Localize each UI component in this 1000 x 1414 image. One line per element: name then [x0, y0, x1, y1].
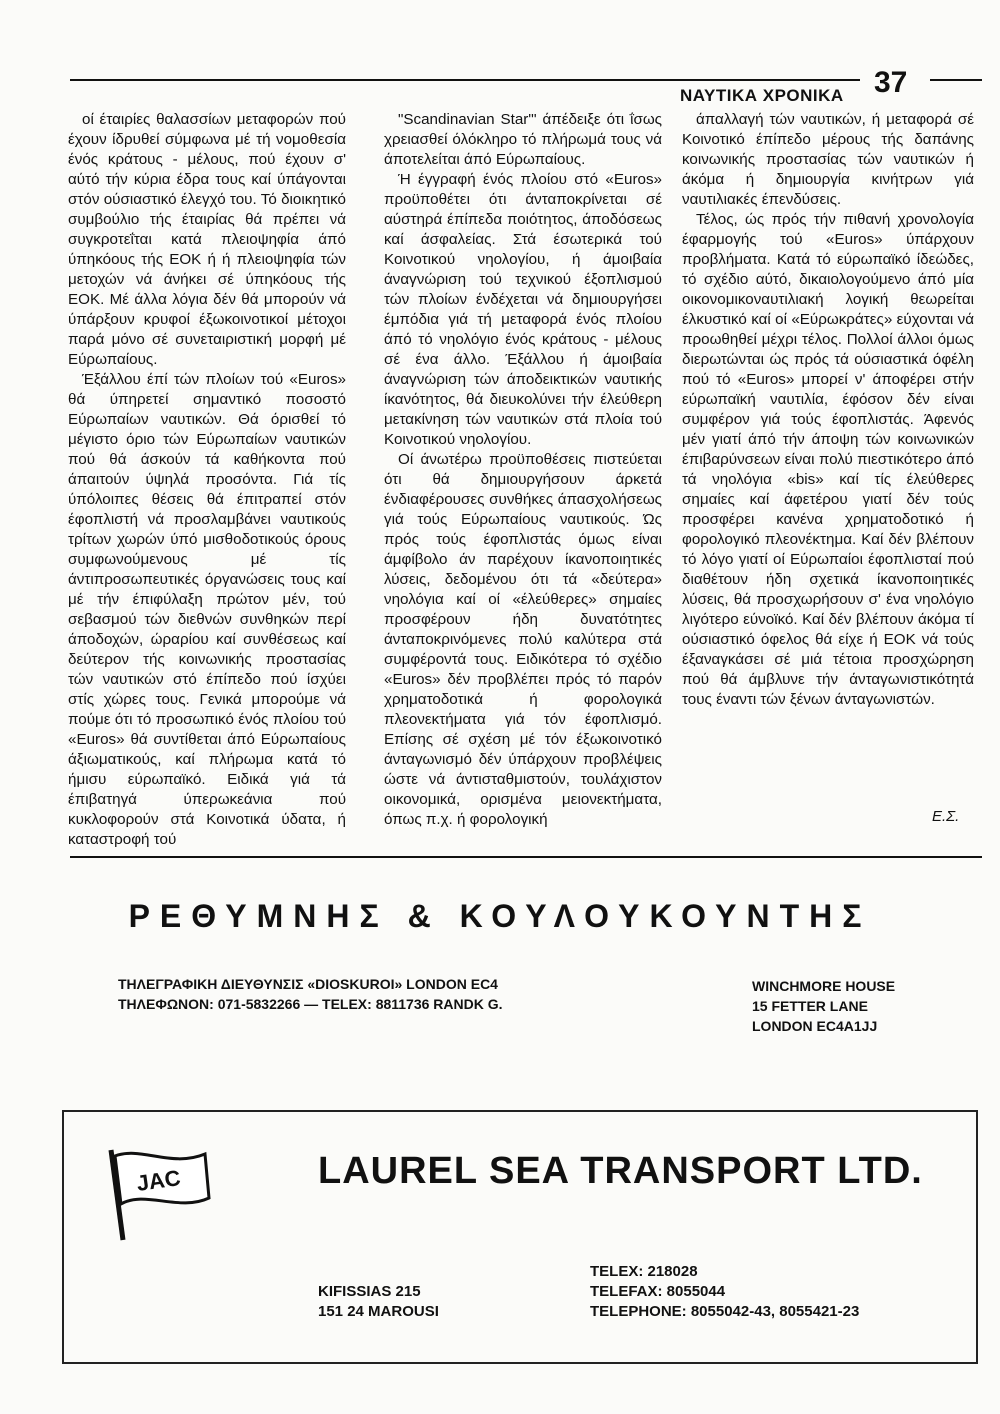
author-signature: Ε.Σ. — [932, 808, 960, 825]
paragraph: Τέλος, ώς πρός τήν πιθανή χρονολογία έφαρμογής τού «Euros» ύπάρχουν προβλήματα. Κατά τό εύρωπαϊκό ίδεώδες, τό σχέδιο αύτό, δικαιολογούμενο άπό μία οικονομικοναυτιλιακή λογική θεωρείται έλκυστικό καί οί «Εύρωκράτες» εύχονται νά προωθηθεί μέχρι τέλος. Πολλοί άλλοι όμως διερωτώνται ώς πρός τά ούσιαστικά όφέλη πού τό «Euros» μπορεί ν' άποφέρει στήν εύρωπαϊκή ναυτιλία, έφόσον δέν είναι συμφέρον γιά τούς έφοπλιστάς. Άφενός μέν γιατί άπό τήν άποψη τών κοινωνικών έπιβαρύνσεων είναι πολύ πιεστικότερο άπό τά νηολόγια «bis» καί τίς έλεύθερες σημαίες καί άφετέρου γιατί δέν τούς προσφέρει κανένα χρηματοδοτικό ή φορολογικό πλεονέκτημα. Καί δέν βλέπουν τό λόγο γιατί οί Εύρωπαίοι έφοπλισταί πού διαθέτουν ήδη σχετικά ίκανοποιητικές λύσεις, θά προσχωρήσουν σ' ένα νηολόγιο λιγότερο εύνοϊκό. Καί δέν βλέπουν άκόμα τί ούσιαστικό όφελος θά είχε ή ΕΟΚ νά τούς έξαναγκάσει σέ μιά τέτοια προσχώρηση πού θά άμβλυνε τήν άνταγωνιστικότητά τους έναντι τών ξένων άνταγωνιστών. — [682, 211, 974, 708]
paragraph: Οί άνωτέρω προϋποθέσεις πιστεύεται ότι θά δημιουργήσουν άρκετά ένδιαφέρουσες συνθήκες άπασχολήσεως γιά τούς Εύρωπαίους ναυτικούς. Ώς πρός τούς έφοπλιστάς όμως είναι άμφίβολο άν παρέχουν ίκανοποιητικές λύσεις, δεδομένου ότι τά «δεύτερα» νηολόγια καί οί «έλεύθερες» σημαίες προσφέρουν ήδη δυνατότητες άνταποκρινόμενες πολύ καλύτερα στά συμφέροντά τους. Ειδικότερα τό σχέδιο «Euros» δέν προβλέπει πρός τό παρόν χρηματοδοτικά ή φορολογικά πλεονεκτήματα γιά τόν έφοπλισμό. Επίσης σέ σχέση μέ τόν έξωκοινοτικό άνταγωνισμό δέν ύπάρχουν προβλέψεις ώστε νά άντισταθμιστούν, τουλάχιστον οικονομικά, ορισμένα μειονεκτήματα, όπως π.χ. ή φορολογική — [384, 451, 662, 828]
paragraph: Έξάλλου έπί τών πλοίων τού «Euros» θά ύπηρετεί σημαντικό ποσοστό Εύρωπαίων ναυτικών. Θά όρισθεί τό μέγιστο όριο τών Εύρωπαίων ναυτικών πού θά άσκούν τά καθήκοντα πού άπαιτούν ύψηλά προσόντα. Γιά τίς ύπόλοιπες θέσεις θά έπιτραπεί στόν έφοπλιστή νά προσλαμβάνει ναυτικούς τρίτων χωρών ύπό μισθοδοτικούς όρους συμφωνούμενους μέ τίς άντιπροσωπευτικές όργανώσεις τους καί μέ τήν έπιφύλαξη πρώτον μέν, τού σεβασμού τών διεθνών συνθηκών περί άποδοχών, ώραρίου καί συνθέσεως καί δεύτερον τής κοινωνικής προστασίας τών ναυτικών στό έπίπεδο πού ίσχύει στίς χώρες τους. Γενικά μπορούμε νά πούμε ότι τό προσωπικό ένός πλοίου τού «Euros» θά συντίθεται άπό Εύρωπαίους άξιωματικούς, καί πλήρωμα κατά τό ήμισυ εύρωπαϊκό. Ειδικά γιά τά έπιβατηγά ύπερωκεάνια πού κυκλοφορούν στά Κοινοτικά ύδατα, ή καταστροφή τού — [68, 371, 346, 848]
advertisement-box — [62, 1110, 978, 1364]
paragraph: άπαλλαγή τών ναυτικών, ή μεταφορά σέ Κοινοτικό έπίπεδο μέρους τής δαπάνης κοινωνικής προστασίας τών ναυτικών ή άκόμα ή δημιουργία κινήτρων γιά ναυτιλιακές έπενδύσεις. — [682, 111, 974, 208]
company-name: LAUREL SEA TRANSPORT LTD. — [318, 1150, 923, 1192]
paragraph: Ή έγγραφή ένός πλοίου στό «Euros» προϋποθέτει ότι άνταποκρίνεται σέ αύστηρά έπίπεδα ποιότητος, άποδόσεως καί άσφαλείας. Στά έσωτερικά τού Κοινοτικού νηολογίου, ή άμοιβαία άναγνώριση τού τεχνικού έξοπλισμού τών πλοίων ένδέχεται νά δημιουργήσει έμπόδια γιά τή μεταφορά ένός πλοίου άπό τό νηολόγιο ένός κράτους - μέλους σέ ένα άλλο. Έξάλλου ή άμοιβαία άναγνώριση τών άποδεικτικών ναυτικής ίκανότητος, θά διευκολύνει τήν έλεύθερη μετακίνηση τών ναυτικών στά πλοία τού Κοινοτικού νηολογίου. — [384, 171, 662, 448]
address-line: LONDON EC4A1JJ — [752, 1018, 878, 1034]
address-line: KIFISSIAS 215 — [318, 1283, 421, 1300]
header-rule-right — [930, 79, 982, 81]
company-contacts — [590, 1262, 859, 1322]
advertiser-name: ΡΕΘΥΜΝΗΣ & ΚΟΥΛΟΥΚΟΥΝΤΗΣ — [128, 898, 872, 934]
telegraph-address: ΤΗΛΕΓΡΑΦΙΚΗ ΔΙΕΥΘΥΝΣΙΣ «DIOSKUROI» LONDON EC4 — [118, 976, 498, 992]
paragraph: οί έταιρίες θαλασσίων μεταφορών πού έχουν ίδρυθεί σύμφωνα μέ τή νομοθεσία ένός κράτους - μέλους, πού έχουν σ' αύτό τήν κύρια έδρα τους καί ύπάγονται στόν ούσιαστικό έλεγχό του. Τό διοικητικό συμβούλιο τής έταιρίας θά πρέπει νά συγκροτεΐται κατά πλειοψηφία άπό ύπηκόους τής ΕΟΚ ή ή πλειοψηφία τών μετοχών νά άνήκει σέ ύπηκόους τής ΕΟΚ. Μέ άλλα λόγια δέν θά μπορούν νά ύπάρξουν κρυφοί έξωκοινοτικοί μέτοχοι παρά μόνο σέ συνεταιριστική μορφή μέ Εύρωπαίους. — [68, 111, 346, 368]
page-number: 37 — [874, 66, 908, 99]
address-line: WINCHMORE HOUSE — [752, 978, 896, 994]
company-address — [318, 1282, 439, 1322]
article-column-3 — [682, 110, 974, 710]
logo-text: JAC — [134, 1165, 183, 1196]
article-column-2 — [384, 110, 662, 830]
telephone: TELEPHONE: 8055042-43, 8055421-23 — [590, 1303, 860, 1320]
advertiser-contact — [118, 974, 503, 1014]
section-divider — [70, 856, 982, 858]
advertiser-address — [752, 976, 895, 1036]
article-column-1 — [68, 110, 346, 850]
telephone-telex: ΤΗΛΕΦΩΝΟΝ: 071-5832266 — TELEX: 8811736 RANDK G. — [118, 996, 503, 1012]
header-rule-left — [70, 79, 860, 81]
jac-flag-logo — [101, 1142, 211, 1242]
telefax: TELEFAX: 8055044 — [590, 1283, 726, 1300]
address-line: 151 24 MAROUSI — [318, 1303, 439, 1320]
telex: TELEX: 218028 — [590, 1263, 698, 1280]
address-line: 15 FETTER LANE — [752, 998, 868, 1014]
paragraph: "Scandinavian Star"' άπέδειξε ότι ΐσως χρειασθεί όλόκληρο τό πλήρωμά τους νά άποτελείται άπό Εύρωπαίους. — [384, 111, 662, 168]
magazine-title: ΝΑΥΤΙΚΑ ΧΡΟΝΙΚΑ — [680, 86, 844, 105]
